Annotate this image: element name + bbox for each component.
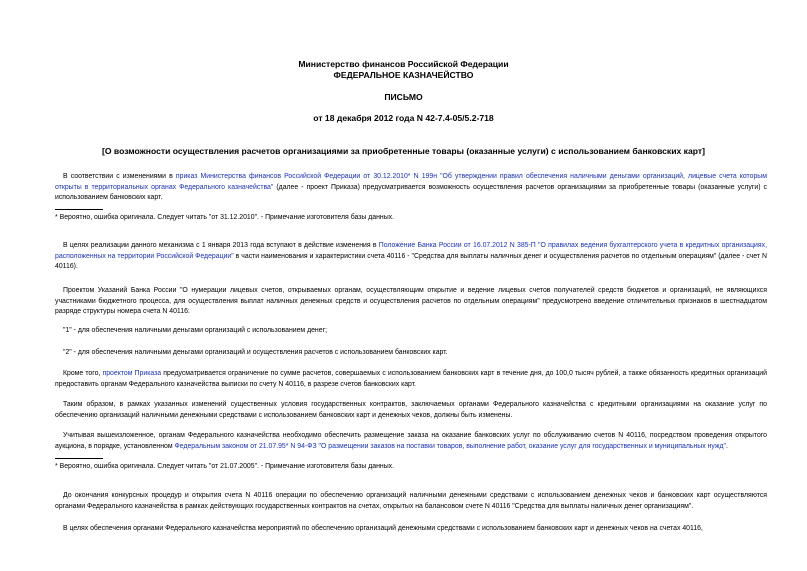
- treasury-name: ФЕДЕРАЛЬНОЕ КАЗНАЧЕЙСТВО: [333, 70, 474, 80]
- document-subject: [О возможности осуществления расчетов организациями за приобретенные товары (оказанные услуги) с использованием банковских карт]: [102, 146, 705, 156]
- footnote-2: * Вероятно, ошибка оригинала. Следует читать "от 21.07.2005". - Примечание изготовителя базы данных.: [55, 463, 395, 470]
- paragraph-8: [55, 431, 767, 452]
- paragraph-text: Кроме того,: [63, 370, 103, 377]
- link-federal-law-94[interactable]: Федеральным законом от 21.07.95* N 94-ФЗ "О размещении заказов на поставки товаров, выполнение работ, оказание услуг для государственных и муниципальных нужд": [174, 442, 726, 450]
- paragraph-text: (далее - проект Приказа) предусматривается возможность осуществления расчетов организациями за приобретенные товары (оказанные услуги) с использованием банковских карт.: [55, 183, 768, 202]
- paragraph-6: [55, 369, 767, 390]
- paragraph-9: До окончания конкурсных процедур и открытия счета N 40116 операции по обеспечению организаций наличными денежными средствами с использованием денежных чеков и банковских карт осуществляются органами Федерального казначейства в рамках действующих государственных контрактов на счетах, открытых на балансовом счете N 40116 "Средства для выплаты наличных денег организациям".: [55, 492, 767, 510]
- link-draft-order[interactable]: проектом Приказа: [102, 370, 162, 377]
- paragraph-text: .: [726, 442, 728, 450]
- link-minfin-order[interactable]: приказ Министерства финансов Российской Федерации от 30.12.2010* N 199н "Об утверждении правил обеспечения наличными деньгами организаций, лицевые счета которым открыты в территориальных органах Федерального казначейства": [55, 173, 767, 191]
- document-type: ПИСЬМО: [384, 92, 423, 102]
- paragraph-text: в части наименования и характеристики счета 40116 - "Средства для выплаты наличных денег и осуществления расчетов по отдельным операциям" (далее - счет N 40116).: [55, 252, 767, 271]
- paragraph-1: [55, 172, 767, 204]
- footnote-1: * Вероятно, ошибка оригинала. Следует читать "от 31.12.2010". - Примечание изготовителя базы данных.: [55, 214, 395, 221]
- paragraph-10: В целях обеспечения органами Федерального казначейства мероприятий по обеспечению организаций денежными средствами с использованием банковских карт и денежных чеков на счетах 40116,: [63, 525, 703, 532]
- paragraph-5: "2" - для обеспечения наличными деньгами организаций и осуществления расчетов с использованием банковских карт.: [63, 349, 448, 356]
- ministry-name: Министерство финансов Российской Федерации: [298, 59, 509, 69]
- footnote-divider: [55, 209, 103, 210]
- paragraph-7: Таким образом, в рамках указанных изменений существенных условия государственных контрактов, заключаемых органами Федерального казначейства с кредитными организациями на оказание услуг по обеспечению организаций наличными денежными средствами с использованием банковских карт и денежных чеков, должны быть изменены.: [55, 401, 767, 419]
- paragraph-4: "1" - для обеспечения наличными деньгами организаций с использованием денег;: [63, 327, 327, 334]
- footnote-divider: [55, 458, 103, 459]
- paragraph-2: [55, 241, 767, 273]
- document-date-number: от 18 декабря 2012 года N 42-7.4-05/5.2-718: [313, 113, 494, 123]
- paragraph-text: В соответствии с изменениями в: [63, 173, 176, 180]
- paragraph-text: В целях реализации данного механизма с 1 января 2013 года вступают в действие изменения в: [63, 242, 379, 249]
- link-bank-russia-regulation[interactable]: Положение Банка России от 16.07.2012 N 385-П "О правилах ведения бухгалтерского учета в кредитных организациях, расположенных на территории Российской Федерации": [55, 242, 767, 260]
- paragraph-text: Учитывая вышеизложенное, органам Федерального казначейства необходимо обеспечить размещение заказа на оказание банковских услуг по обслуживанию счетов N 40116, посредством проведения открытого аукциона, в порядке, установленном: [55, 432, 767, 450]
- paragraph-text: предусматривается ограничение по сумме расчетов, совершаемых с использованием банковских карт в течение дня, до 100,0 тысяч рублей, а также обязанность кредитных организаций предоставить органам Федерального казначейства выписки по счету N 40116, в разрезе счетов банковских карт.: [55, 370, 767, 388]
- paragraph-3: Проектом Указаний Банка России "О нумерации лицевых счетов, открываемых органам, осуществляющим открытие и ведение лицевых счетов получателей средств бюджетов и организаций, не являющихся участниками бюджетного процесса, для осуществления выплат наличных денежных средств и осуществления расчетов по отдельным операциям" предусмотрено введение отличительных признаков в шестнадцатом разряде структуры номера счета N 40116:: [55, 287, 767, 316]
